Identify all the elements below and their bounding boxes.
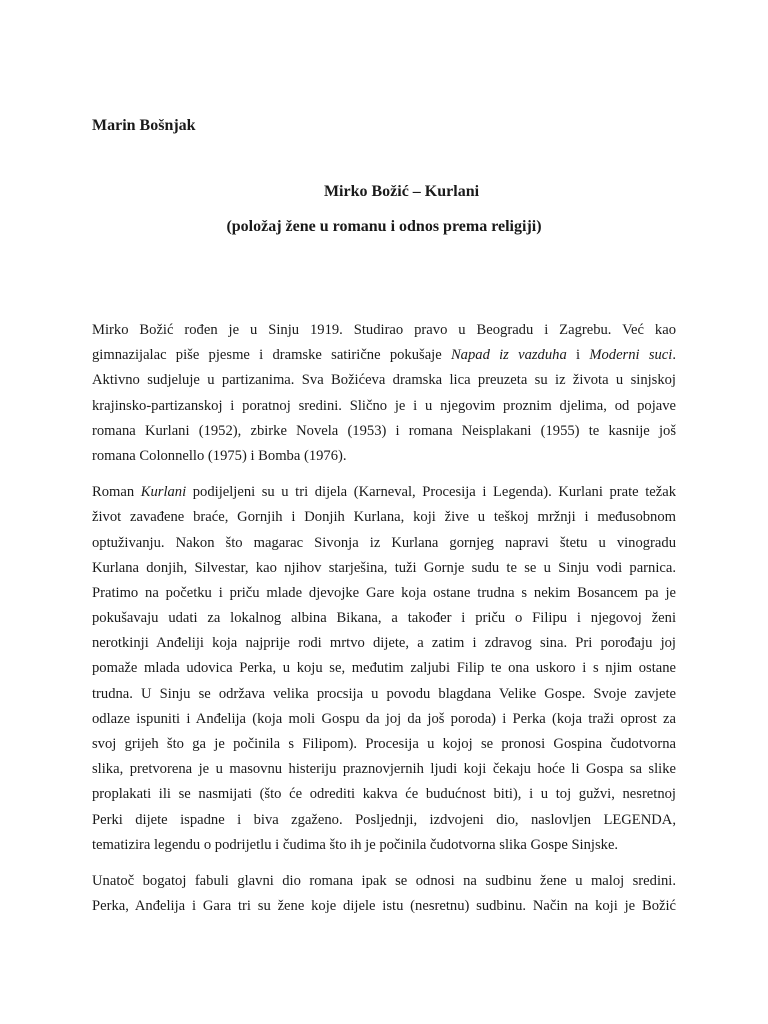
document-title: Mirko Božić – Kurlani <box>323 183 480 200</box>
paragraph-2 <box>92 480 676 858</box>
text-line: Perki dijete ispadne i biva zgaženo. Posljednji, izdvojeni dio, naslovljen LEGENDA, <box>92 811 676 828</box>
text-line <box>92 343 676 368</box>
text-run: Roman <box>92 484 141 501</box>
text-line: Unatoč bogatoj fabuli glavni dio romana ipak se odnosi na sudbinu žene u maloj sredini. <box>92 872 676 889</box>
italic-title: Kurlani <box>140 484 187 501</box>
text-line: tematizira legendu o podrijetlu i čudima što ih je počinila čudotvorna slika Gospe Sinjske. <box>92 836 619 853</box>
text-run: gimnazijalac piše pjesme i dramske satirične pokušaje <box>92 347 451 364</box>
text-line <box>92 480 676 505</box>
paragraph-1 <box>92 318 676 469</box>
text-line: Pratimo na početku i priču mlade djevojke Gare koja ostane trudna s nekim Bosancem pa je <box>92 584 676 601</box>
text-line: Aktivno sudjeluje u partizanima. Sva Božićeva dramska lica preuzeta su iz života u sinjskoj <box>92 372 676 389</box>
text-line: optuživanju. Nakon što magarac Sivonja iz Kurlana gornjeg napravi štetu u vinogradu <box>92 534 676 551</box>
text-run: i <box>566 347 590 364</box>
text-line: romana Colonnello (1975) i Bomba (1976). <box>92 447 347 464</box>
italic-title: Moderni suci <box>589 347 673 364</box>
document-subtitle: (položaj žene u romanu i odnos prema religiji) <box>226 218 542 235</box>
text-run: . <box>672 347 676 364</box>
text-line: krajinsko-partizanskoj i poratnoj sredini. Slično je i u njegovim proznim djelima, od pojave <box>92 397 676 414</box>
body-text <box>92 318 676 930</box>
text-line: pokušavaju udati za lokalnog albina Bikana, a također i priču o Filipu i njegovoj ženi <box>92 610 676 627</box>
text-line: odlaze ispuniti i Anđelija (koja moli Gospu da joj da još poroda) i Perka (koja traži oprost za <box>92 710 676 727</box>
text-line: svoj grijeh što ga je počinila s Filipom). Procesija u kojoj se pronosi Gospina čudotvorna <box>92 736 676 752</box>
paragraph-3 <box>92 869 676 919</box>
text-line: slika, pretvorena je u masovnu histeriju praznovjernih ljudi koji čekaju hoće li Gospa sa slike <box>92 761 676 778</box>
text-line: nerotkinji Anđeliji koja najprije rodi mrtvo dijete, a zatim i zdravog sina. Pri porođaju joj <box>92 635 676 652</box>
text-line: trudna. U Sinju se održava velika procsija u povodu blagdana Velike Gospe. Svoje zavjete <box>92 685 676 702</box>
author-name: Marin Bošnjak <box>92 117 196 134</box>
text-run: podijeljeni su u tri dijela (Karneval, Procesija i Legenda). Kurlani prate težak <box>186 484 676 501</box>
text-line: Perka, Anđelija i Gara tri su žene koje dijele istu (nesretnu) sudbinu. Način na koji je Božić <box>92 898 676 915</box>
text-line: život zavađene braće, Gornjih i Donjih Kurlana, koji žive u teškoj mržnji i međusobnom <box>92 509 676 526</box>
text-line: proplakati ili se nasmijati (što će odrediti kakva će budućnost biti), i u toj gužvi, nesretnoj <box>92 786 676 803</box>
text-line: Mirko Božić rođen je u Sinju 1919. Studirao pravo u Beogradu i Zagrebu. Već kao <box>92 322 676 338</box>
italic-title: Napad iz vazduha <box>450 347 567 364</box>
text-line: Kurlana donjih, Silvestar, kao njihov starješina, tuži Gornje sudu te se u Sinju vodi parnica. <box>92 559 676 576</box>
text-line: romana Kurlani (1952), zbirke Novela (1953) i romana Neisplakani (1955) te kasnije još <box>92 422 676 439</box>
text-line: pomaže mlada udovica Perka, u koju se, međutim zaljubi Filip te ona uskoro i s njim ostane <box>92 660 676 677</box>
